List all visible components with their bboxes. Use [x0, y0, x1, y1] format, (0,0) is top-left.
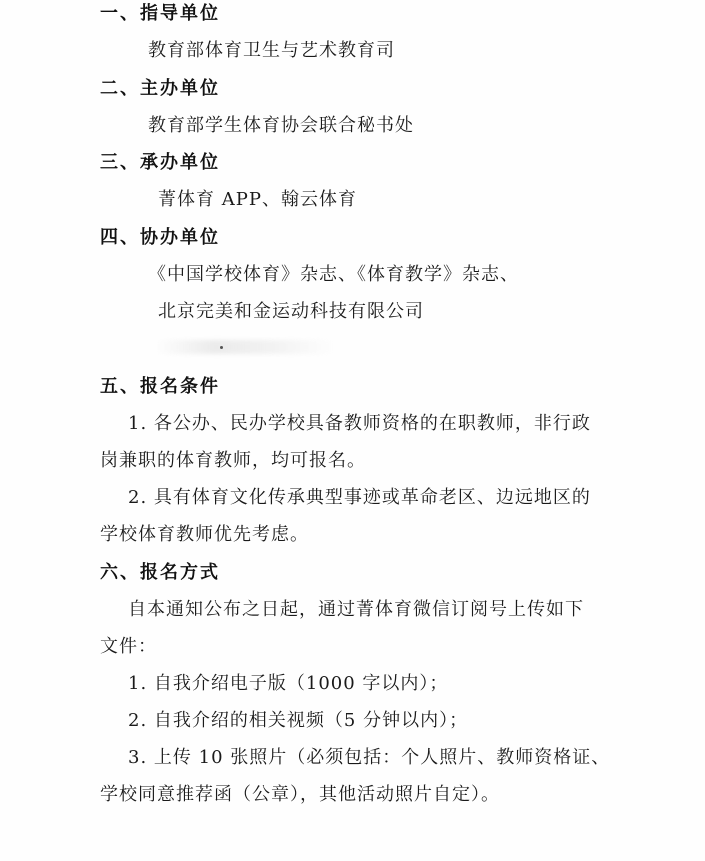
- faded-text-smudge: [155, 340, 335, 354]
- eligibility-line-4: 学校体育教师优先考虑。: [100, 524, 309, 545]
- eligibility-line-3: 2. 具有体育文化传承典型事迹或革命老区、边远地区的: [128, 487, 591, 508]
- section-heading-guidance: 一、指导单位: [100, 3, 220, 24]
- eligibility-line-2: 岗兼职的体育教师，均可报名。: [100, 450, 366, 471]
- registration-line-1: 自本通知公布之日起，通过菁体育微信订阅号上传如下: [128, 599, 584, 620]
- section-heading-organizer: 二、主办单位: [100, 78, 220, 99]
- section-heading-co-organizer: 四、协办单位: [100, 227, 220, 248]
- co-organizer-line-2: 北京完美和金运动科技有限公司: [158, 301, 424, 322]
- registration-line-2: 文件：: [100, 636, 157, 657]
- ink-dot: [220, 346, 223, 349]
- host-unit: 菁体育 APP、翰云体育: [158, 189, 357, 210]
- guidance-unit: 教育部体育卫生与艺术教育司: [148, 40, 395, 61]
- co-organizer-line-1: 《中国学校体育》杂志、《体育教学》杂志、: [148, 264, 519, 285]
- registration-item-3-cont: 学校同意推荐函（公章），其他活动照片自定）。: [100, 784, 500, 805]
- section-heading-registration: 六、报名方式: [100, 562, 220, 583]
- registration-item-3: 3. 上传 10 张照片（必须包括：个人照片、教师资格证、: [128, 747, 611, 768]
- organizer-unit: 教育部学生体育协会联合秘书处: [148, 115, 414, 136]
- registration-item-2: 2. 自我介绍的相关视频（5 分钟以内）；: [128, 710, 469, 731]
- section-heading-eligibility: 五、报名条件: [100, 376, 220, 397]
- eligibility-line-1: 1. 各公办、民办学校具备教师资格的在职教师，非行政: [128, 413, 591, 434]
- section-heading-host: 三、承办单位: [100, 152, 220, 173]
- registration-item-1: 1. 自我介绍电子版（1000 字以内）；: [128, 673, 449, 694]
